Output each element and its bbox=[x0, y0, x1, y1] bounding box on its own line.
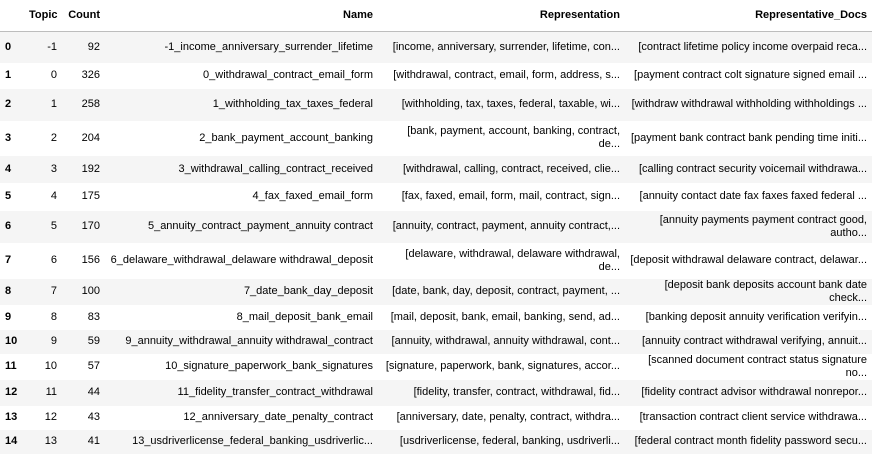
cell-topic: 2 bbox=[50, 131, 57, 144]
cell-representation: [bank, payment, account, banking, contract, de... bbox=[407, 125, 620, 150]
cell-topic: 1 bbox=[50, 98, 57, 110]
cell-representative-docs: [payment bank contract bank pending time initi... bbox=[630, 131, 867, 144]
cell-topic: 13 bbox=[44, 435, 57, 447]
column-header-count: Count bbox=[62, 0, 105, 32]
cell-index: 3 bbox=[5, 131, 12, 144]
cell-representation: [withdrawal, calling, contract, received, clie... bbox=[402, 162, 620, 175]
cell-representation: [fidelity, transfer, contract, withdrawal, fid... bbox=[413, 386, 620, 398]
cell-topic: 3 bbox=[50, 162, 57, 175]
cell-representative-docs: [annuity contact date fax faxes faxed federal ... bbox=[639, 190, 867, 202]
cell-count: 204 bbox=[81, 131, 100, 144]
table-row bbox=[0, 380, 872, 406]
cell-representative-docs: [payment contract colt signature signed email ... bbox=[634, 69, 867, 81]
cell-representation: [withdrawal, contract, email, form, address, s... bbox=[393, 69, 620, 81]
cell-name: 6_delaware_withdrawal_delaware withdrawal_deposit bbox=[110, 254, 373, 266]
cell-name: 11_fidelity_transfer_contract_withdrawal bbox=[177, 386, 373, 398]
table-row bbox=[0, 211, 872, 243]
cell-topic: 10 bbox=[44, 360, 57, 372]
cell-representation: [usdriverlicense, federal, banking, usdriverli... bbox=[399, 435, 620, 447]
cell-representative-docs: [federal contract month fidelity password secu... bbox=[634, 435, 867, 447]
cell-topic: 4 bbox=[50, 190, 57, 202]
table-row bbox=[0, 330, 872, 354]
cell-count: 170 bbox=[81, 220, 100, 232]
cell-name: 3_withdrawal_calling_contract_received bbox=[178, 162, 373, 175]
header-row bbox=[0, 0, 872, 32]
cell-representation: [withholding, tax, taxes, federal, taxable, wi... bbox=[401, 98, 620, 110]
cell-count: 100 bbox=[81, 285, 100, 297]
cell-count: 44 bbox=[87, 386, 100, 398]
cell-count: 192 bbox=[81, 162, 100, 175]
table-row bbox=[0, 183, 872, 211]
cell-index: 12 bbox=[5, 386, 18, 398]
cell-name: 4_fax_faxed_email_form bbox=[252, 190, 373, 202]
cell-representation: [annuity, withdrawal, annuity withdrawal, cont... bbox=[391, 335, 620, 347]
cell-representative-docs: [deposit bank deposits account bank date check... bbox=[664, 278, 867, 304]
cell-index: 6 bbox=[5, 220, 12, 232]
cell-index: 5 bbox=[5, 190, 12, 202]
cell-name: 12_anniversary_date_penalty_contract bbox=[183, 411, 373, 423]
cell-representation: [anniversary, date, penalty, contract, withdra... bbox=[396, 411, 620, 423]
cell-count: 57 bbox=[87, 360, 100, 372]
cell-representative-docs: [banking deposit annuity verification verifyin... bbox=[645, 310, 867, 323]
table-row bbox=[0, 243, 872, 279]
column-header-representative-docs: Representative_Docs bbox=[625, 0, 872, 32]
cell-topic: 8 bbox=[50, 310, 57, 323]
cell-name: 0_withdrawal_contract_email_form bbox=[203, 69, 373, 81]
table-row bbox=[0, 406, 872, 430]
cell-index: 14 bbox=[5, 435, 18, 447]
table-row bbox=[0, 156, 872, 183]
cell-representative-docs: [annuity payments payment contract good, autho... bbox=[659, 213, 867, 239]
table-row bbox=[0, 89, 872, 121]
cell-name: 9_annuity_withdrawal_annuity withdrawal_contract bbox=[125, 335, 373, 347]
cell-count: 92 bbox=[87, 40, 100, 53]
cell-name: -1_income_anniversary_surrender_lifetime bbox=[164, 40, 373, 53]
cell-name: 1_withholding_tax_taxes_federal bbox=[212, 98, 373, 110]
cell-index: 10 bbox=[5, 335, 18, 347]
cell-representation: [income, anniversary, surrender, lifetime, con... bbox=[392, 40, 620, 53]
cell-topic: 9 bbox=[50, 335, 57, 347]
cell-count: 156 bbox=[81, 254, 100, 266]
cell-representation: [delaware, withdrawal, delaware withdrawal, de... bbox=[405, 247, 620, 273]
cell-representative-docs: [scanned document contract status signature no... bbox=[648, 353, 867, 379]
cell-representative-docs: [fidelity contract advisor withdrawal nonrepor... bbox=[641, 386, 867, 398]
cell-representative-docs: [transaction contract client service withdrawa... bbox=[639, 411, 867, 423]
cell-topic: 7 bbox=[50, 285, 57, 297]
cell-index: 11 bbox=[5, 360, 17, 372]
cell-name: 2_bank_payment_account_banking bbox=[199, 131, 373, 144]
table-row bbox=[0, 63, 872, 89]
cell-count: 83 bbox=[87, 310, 100, 323]
cell-index: 4 bbox=[5, 162, 12, 175]
cell-name: 10_signature_paperwork_bank_signatures bbox=[165, 360, 373, 372]
cell-index: 7 bbox=[5, 254, 12, 266]
cell-index: 1 bbox=[5, 69, 12, 81]
cell-index: 0 bbox=[5, 40, 12, 53]
cell-representation: [annuity, contract, payment, annuity contract,... bbox=[392, 220, 620, 232]
cell-representative-docs: [contract lifetime policy income overpaid reca... bbox=[638, 40, 867, 53]
cell-index: 8 bbox=[5, 285, 12, 297]
table-row bbox=[0, 430, 872, 454]
table-row bbox=[0, 121, 872, 156]
column-header-topic: Topic bbox=[24, 0, 62, 32]
column-header-name: Name bbox=[105, 0, 378, 32]
cell-representation: [date, bank, day, deposit, contract, payment, ... bbox=[392, 285, 620, 297]
cell-count: 43 bbox=[87, 411, 100, 423]
column-header-index bbox=[0, 0, 24, 32]
cell-name: 7_date_bank_day_deposit bbox=[243, 285, 373, 297]
cell-name: 13_usdriverlicense_federal_banking_usdriverlic... bbox=[132, 435, 373, 447]
cell-representative-docs: [calling contract security voicemail withdrawa... bbox=[638, 162, 867, 175]
cell-count: 175 bbox=[81, 190, 100, 202]
cell-topic: 11 bbox=[45, 386, 57, 398]
cell-topic: 12 bbox=[44, 411, 57, 423]
cell-count: 41 bbox=[87, 435, 100, 447]
cell-representation: [signature, paperwork, bank, signatures, accor... bbox=[385, 360, 620, 372]
table-row bbox=[0, 32, 872, 63]
table-body bbox=[0, 32, 872, 454]
cell-representative-docs: [deposit withdrawal delaware contract, delawar... bbox=[630, 254, 867, 266]
table-row bbox=[0, 354, 872, 380]
cell-count: 326 bbox=[81, 69, 100, 81]
cell-topic: 5 bbox=[50, 220, 57, 232]
cell-representation: [mail, deposit, bank, email, banking, send, ad... bbox=[390, 310, 620, 323]
cell-topic: 0 bbox=[50, 69, 57, 81]
cell-representative-docs: [annuity contract withdrawal verifying, annuit... bbox=[641, 335, 867, 347]
cell-index: 9 bbox=[5, 310, 12, 323]
cell-count: 59 bbox=[87, 335, 100, 347]
table-row bbox=[0, 305, 872, 330]
column-header-representation: Representation bbox=[378, 0, 625, 32]
cell-topic: -1 bbox=[47, 40, 57, 53]
cell-name: 5_annuity_contract_payment_annuity contract bbox=[147, 220, 373, 232]
cell-index: 13 bbox=[5, 411, 18, 423]
table-header bbox=[0, 0, 872, 32]
cell-representative-docs: [withdraw withdrawal withholding withholdings ... bbox=[631, 98, 867, 110]
cell-name: 8_mail_deposit_bank_email bbox=[236, 310, 373, 323]
cell-topic: 6 bbox=[50, 254, 57, 266]
cell-index: 2 bbox=[5, 98, 12, 110]
cell-count: 258 bbox=[81, 98, 100, 110]
table-row bbox=[0, 279, 872, 305]
cell-representation: [fax, faxed, email, form, mail, contract, sign... bbox=[401, 190, 620, 202]
